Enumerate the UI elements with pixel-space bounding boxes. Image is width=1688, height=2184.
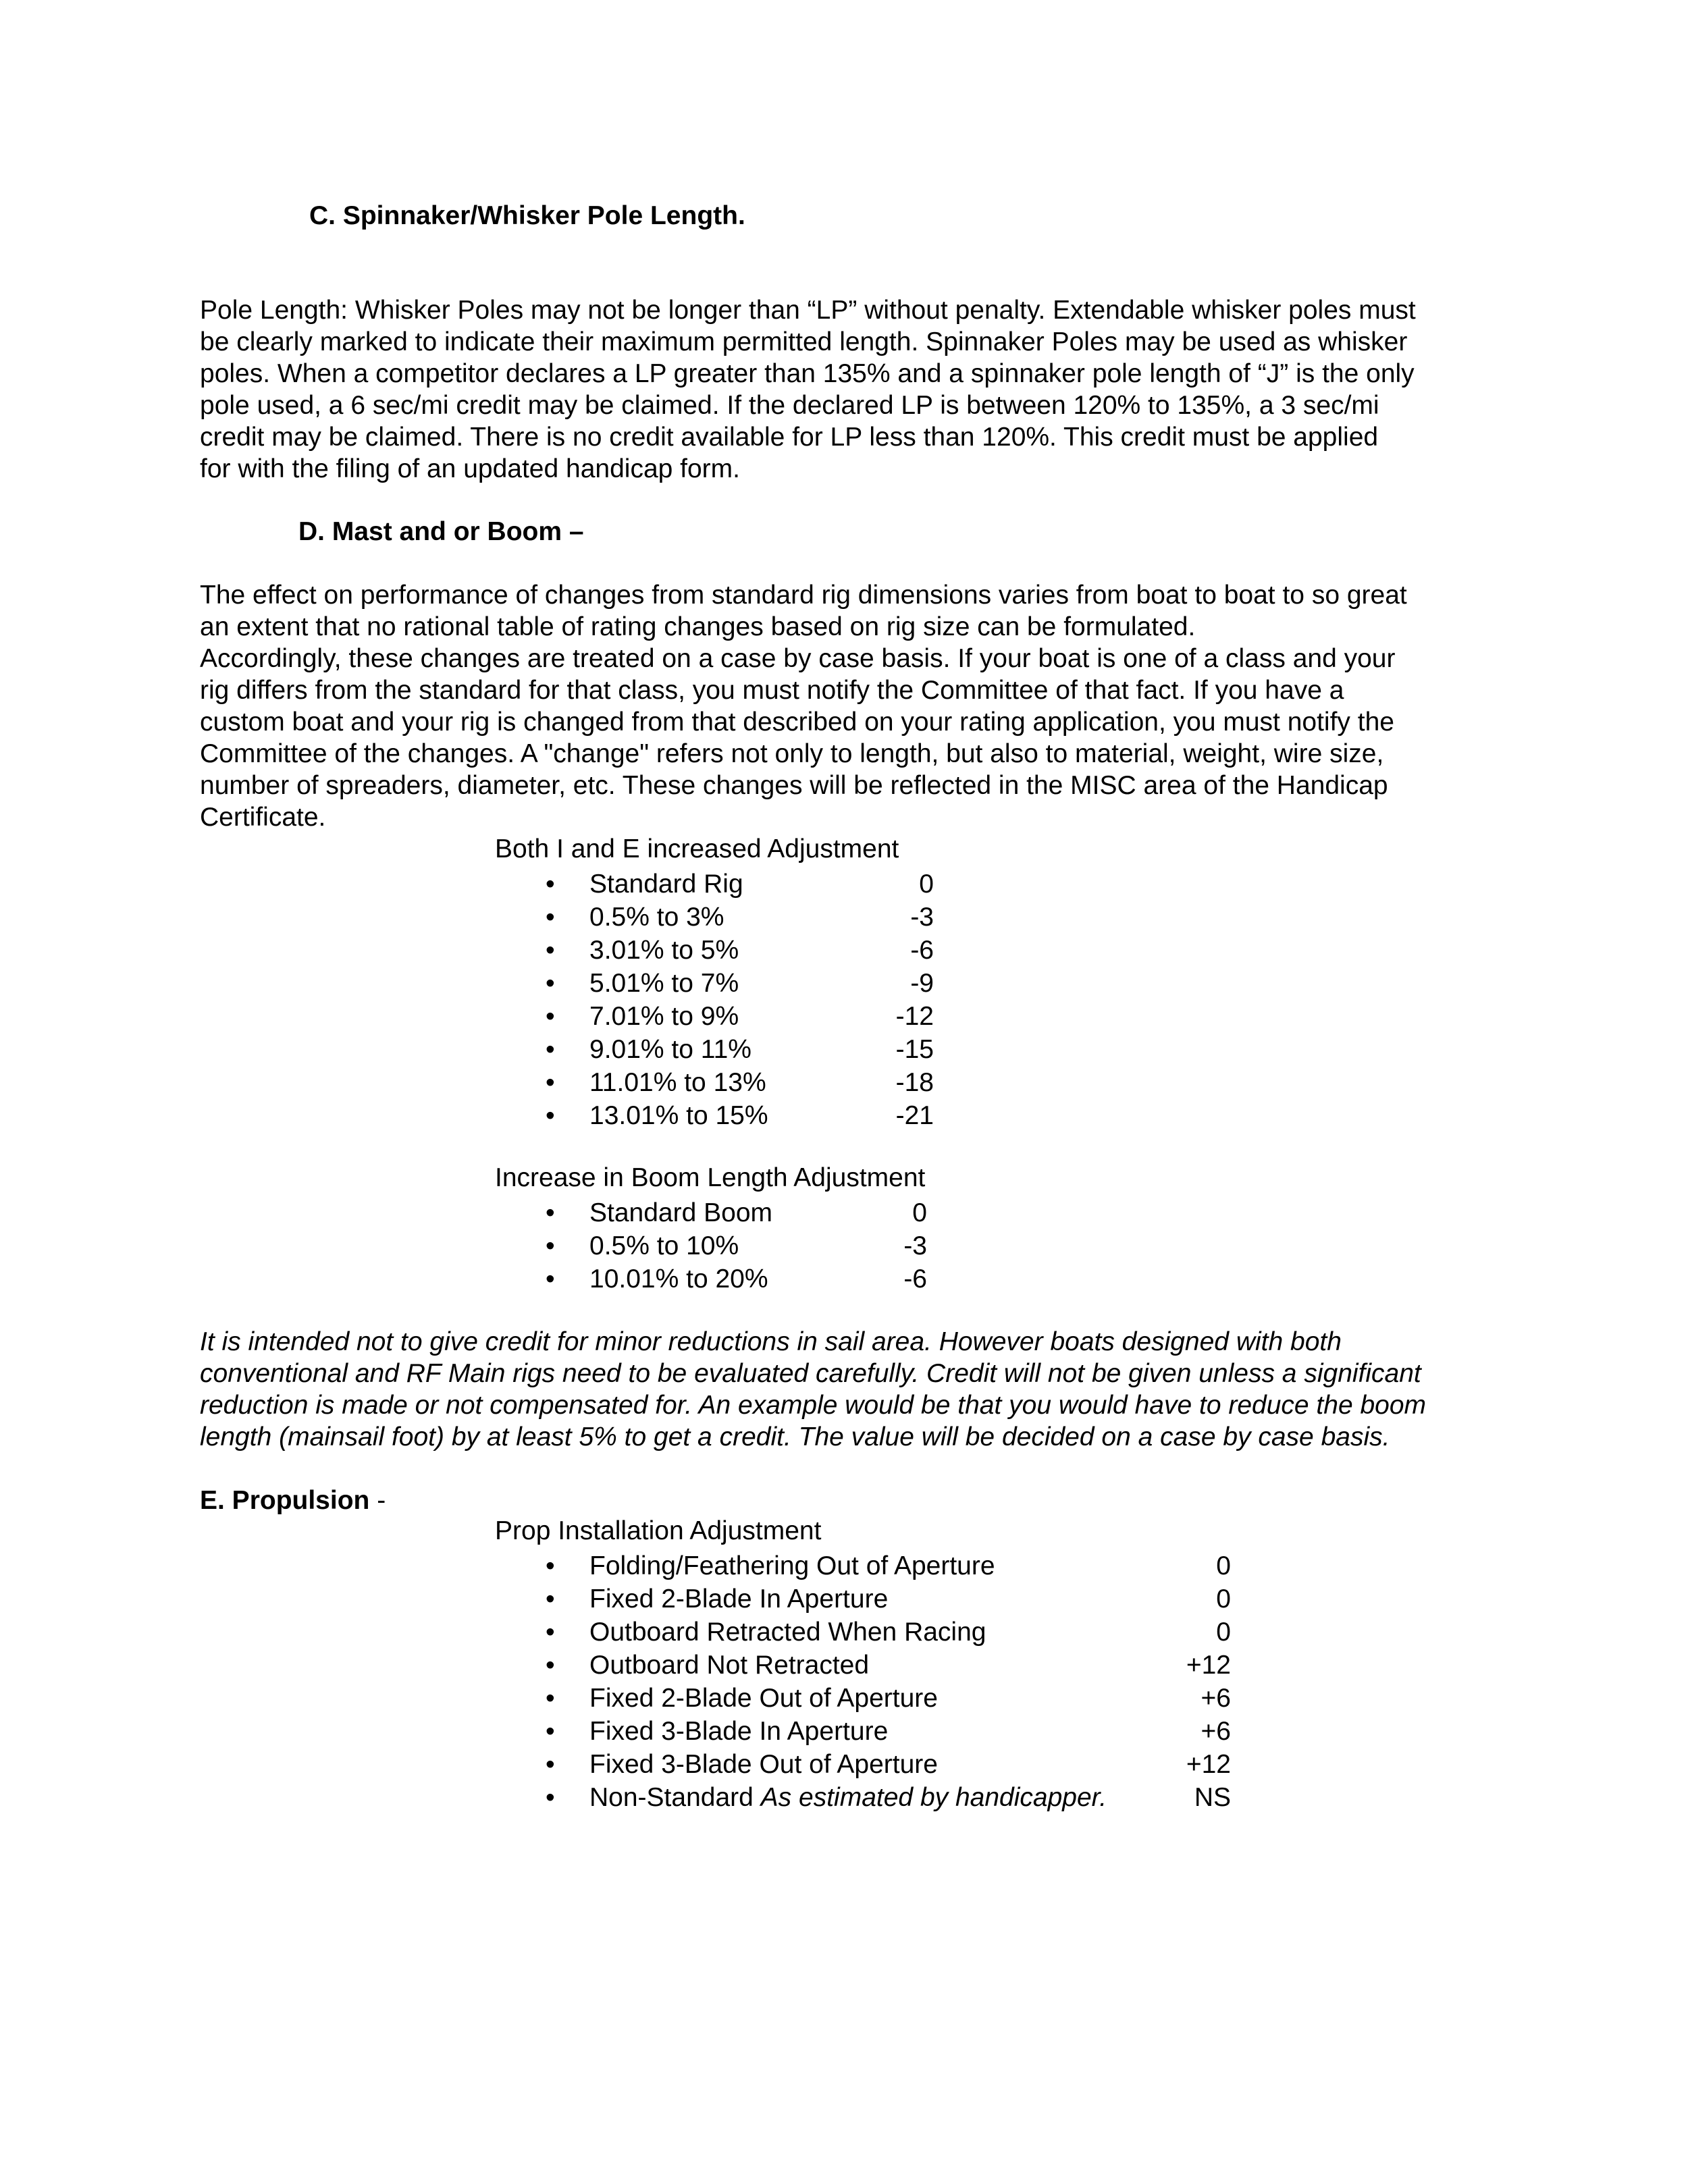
- paragraph-line: Certificate.: [200, 803, 326, 832]
- paragraph-line: rig differs from the standard for that class, you must notify the Committee of that fact. If you have a: [200, 676, 1344, 705]
- list-item: [546, 903, 1626, 935]
- paragraph-line: be clearly marked to indicate their maximum permitted length. Spinnaker Poles may be used as whisker: [200, 327, 1408, 356]
- table-title: Increase in Boom Length Adjustment: [495, 1163, 926, 1192]
- paragraph-line: Accordingly, these changes are treated on a case by case basis. If your boat is one of a class and your: [200, 644, 1396, 673]
- item-label: Standard Rig: [589, 870, 743, 899]
- bullet-icon: •: [546, 903, 555, 932]
- paragraph-line: custom boat and your rig is changed from that described on your rating application, you must notify the: [200, 708, 1394, 737]
- bullet-icon: •: [546, 936, 555, 965]
- section-e-heading-text: E. Propulsion: [200, 1486, 370, 1515]
- item-label: 7.01% to 9%: [589, 1002, 739, 1031]
- note-line: conventional and RF Main rigs need to be evaluated carefully. Credit will not be given unless a significant: [200, 1359, 1421, 1388]
- bullet-icon: •: [546, 1651, 555, 1680]
- list-item: [546, 1264, 1626, 1297]
- item-value: NS: [1194, 1783, 1231, 1812]
- section-c-heading: C. Spinnaker/Whisker Pole Length.: [309, 201, 745, 230]
- item-label-plain: Non-Standard: [589, 1783, 754, 1812]
- list-item: [546, 1618, 1626, 1650]
- item-label: 10.01% to 20%: [589, 1264, 768, 1294]
- bullet-icon: •: [546, 1783, 555, 1812]
- bullet-icon: •: [546, 1684, 555, 1713]
- item-label: Fixed 3-Blade In Aperture: [589, 1717, 889, 1746]
- bullet-icon: •: [546, 1750, 555, 1779]
- item-label-italic: As estimated by handicapper.: [760, 1783, 1107, 1812]
- list-item: [546, 870, 1626, 902]
- section-e-heading: [200, 1487, 386, 1514]
- item-label: 3.01% to 5%: [589, 936, 739, 965]
- bullet-icon: •: [546, 1618, 555, 1647]
- section-e-heading-dash: -: [369, 1486, 386, 1515]
- list-item: [546, 1551, 1626, 1584]
- list-item: [546, 936, 1626, 968]
- list-item: [546, 1198, 1626, 1231]
- bullet-icon: •: [546, 1717, 555, 1746]
- list-item: [546, 1002, 1626, 1034]
- paragraph-line: Committee of the changes. A "change" refers not only to length, but also to material, weight, wire size,: [200, 739, 1384, 768]
- item-label: [589, 1783, 1107, 1813]
- item-value: 0: [1216, 1618, 1231, 1647]
- item-value: -18: [895, 1068, 934, 1097]
- item-label: 0.5% to 10%: [589, 1231, 739, 1260]
- item-value: -21: [895, 1101, 934, 1130]
- note-line: length (mainsail foot) by at least 5% to get a credit. The value will be decided on a case by case basis.: [200, 1422, 1390, 1451]
- bullet-icon: •: [546, 969, 555, 998]
- item-value: -12: [895, 1002, 934, 1031]
- bullet-icon: •: [546, 1198, 555, 1227]
- list-item: [546, 1068, 1626, 1100]
- item-value: -3: [910, 903, 934, 932]
- item-value: +12: [1186, 1651, 1231, 1680]
- item-value: -6: [910, 936, 934, 965]
- bullet-icon: •: [546, 1551, 555, 1580]
- item-label: Fixed 2-Blade Out of Aperture: [589, 1684, 938, 1713]
- item-value: 0: [912, 1198, 927, 1227]
- item-label: 5.01% to 7%: [589, 969, 739, 998]
- list-item: [546, 1231, 1626, 1264]
- bullet-icon: •: [546, 1231, 555, 1260]
- list-item: [546, 1101, 1626, 1134]
- item-value: +6: [1201, 1684, 1231, 1713]
- list-item: [546, 1651, 1626, 1683]
- list-item: [546, 1684, 1626, 1716]
- bullet-icon: •: [546, 1068, 555, 1097]
- item-label: Fixed 3-Blade Out of Aperture: [589, 1750, 938, 1779]
- bullet-icon: •: [546, 1101, 555, 1130]
- paragraph-line: Pole Length: Whisker Poles may not be longer than “LP” without penalty. Extendable whisker poles must: [200, 296, 1416, 325]
- list-item: [546, 1584, 1626, 1617]
- section-d-heading: D. Mast and or Boom –: [298, 517, 584, 546]
- item-label: 13.01% to 15%: [589, 1101, 768, 1130]
- bullet-icon: •: [546, 1264, 555, 1294]
- list-item: [546, 1035, 1626, 1067]
- item-value: 0: [1216, 1551, 1231, 1580]
- table-title: Both I and E increased Adjustment: [495, 834, 899, 863]
- item-value: 0: [919, 870, 934, 899]
- item-label: 11.01% to 13%: [589, 1068, 766, 1097]
- item-value: +12: [1186, 1750, 1231, 1779]
- note-line: reduction is made or not compensated for. An example would be that you would have to reduce the boom: [200, 1391, 1427, 1420]
- list-item: [546, 1717, 1626, 1749]
- list-item: [546, 1783, 1626, 1815]
- paragraph-line: credit may be claimed. There is no credit available for LP less than 120%. This credit must be applied: [200, 423, 1379, 452]
- bullet-icon: •: [546, 1002, 555, 1031]
- item-label: Standard Boom: [589, 1198, 773, 1227]
- item-label: Outboard Retracted When Racing: [589, 1618, 986, 1647]
- item-value: -3: [903, 1231, 927, 1260]
- paragraph-line: The effect on performance of changes from standard rig dimensions varies from boat to boat to so great: [200, 581, 1407, 610]
- paragraph-line: for with the filing of an updated handicap form.: [200, 454, 740, 483]
- item-value: -15: [895, 1035, 934, 1064]
- list-item: [546, 969, 1626, 1001]
- table-title: Prop Installation Adjustment: [495, 1516, 822, 1545]
- item-label: Fixed 2-Blade In Aperture: [589, 1584, 889, 1614]
- paragraph-line: pole used, a 6 sec/mi credit may be claimed. If the declared LP is between 120% to 135%, a 3 sec/mi: [200, 391, 1379, 420]
- item-label: 9.01% to 11%: [589, 1035, 751, 1064]
- paragraph-line: an extent that no rational table of rating changes based on rig size can be formulated.: [200, 612, 1196, 641]
- paragraph-line: poles. When a competitor declares a LP greater than 135% and a spinnaker pole length of “J” is the only: [200, 359, 1415, 388]
- bullet-icon: •: [546, 1035, 555, 1064]
- item-value: -9: [910, 969, 934, 998]
- item-label: Outboard Not Retracted: [589, 1651, 870, 1680]
- item-value: +6: [1201, 1717, 1231, 1746]
- list-item: [546, 1750, 1626, 1782]
- note-line: It is intended not to give credit for minor reductions in sail area. However boats designed with both: [200, 1327, 1342, 1356]
- paragraph-line: number of spreaders, diameter, etc. These changes will be reflected in the MISC area of the Handicap: [200, 771, 1388, 800]
- item-value: 0: [1216, 1584, 1231, 1614]
- bullet-icon: •: [546, 870, 555, 899]
- item-value: -6: [903, 1264, 927, 1294]
- bullet-icon: •: [546, 1584, 555, 1614]
- item-label: Folding/Feathering Out of Aperture: [589, 1551, 995, 1580]
- item-label: 0.5% to 3%: [589, 903, 724, 932]
